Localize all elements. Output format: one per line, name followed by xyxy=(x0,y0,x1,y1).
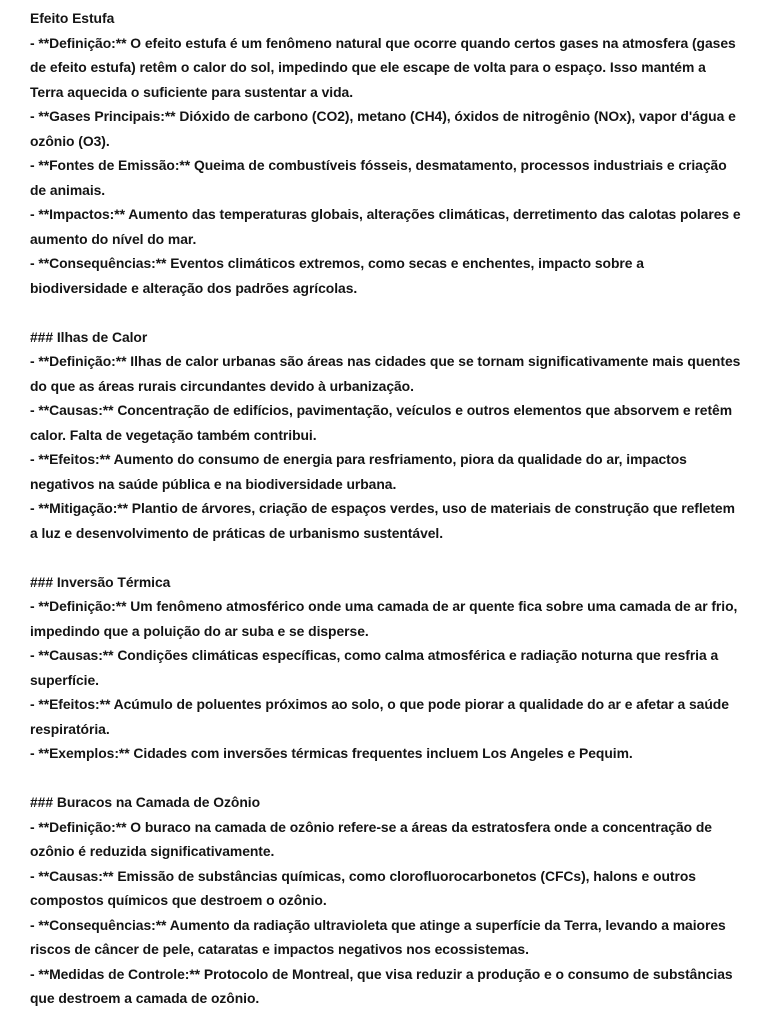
item-text: Aumento das temperaturas globais, alterações climáticas, derretimento das calotas polares e aumento do nível do mar. xyxy=(30,206,741,247)
item-label: - **Consequências:** xyxy=(30,255,167,271)
item-label: - **Causas:** xyxy=(30,867,114,884)
item-text: Protocolo de Montreal, que visa reduzir a produção e o consumo de substâncias que destroem a camada de ozônio. xyxy=(30,965,733,1006)
list-item xyxy=(30,398,742,447)
item-label: - **Consequências:** xyxy=(30,916,167,933)
section-heading: ### Buracos na Camada de Ozônio xyxy=(30,794,261,810)
list-item xyxy=(30,815,742,864)
item-text: Ilhas de calor urbanas são áreas nas cidades que se tornam significativamente mais quentes do que as áreas rurais circundantes devido à urbanização. xyxy=(30,353,741,394)
document-page xyxy=(30,6,742,1011)
item-label: - **Definição:** xyxy=(30,34,127,51)
item-text: Condições climáticas específicas, como calma atmosférica e radiação noturna que resfria a superfície. xyxy=(30,647,719,688)
item-label: - **Exemplos:** xyxy=(30,745,130,761)
item-text: Dióxido de carbono (CO2), metano (CH4), óxidos de nitrogênio (NOx), vapor d'água e ozônio (O3). xyxy=(30,108,736,149)
item-text: Cidades com inversões térmicas frequentes incluem Los Angeles e Pequim. xyxy=(129,745,633,761)
item-label: - **Mitigação:** xyxy=(30,500,128,516)
section-heading: Efeito Estufa xyxy=(30,10,115,26)
item-text: Um fenômeno atmosférico onde uma camada de ar quente fica sobre uma camada de ar frio, impedindo que a poluição do ar suba e se disperse. xyxy=(30,598,738,639)
item-label: - **Efeitos:** xyxy=(30,451,111,467)
list-item xyxy=(30,692,742,741)
item-text: Aumento da radiação ultravioleta que atinge a superfície da Terra, levando a maiores riscos de câncer de pele, cataratas e impactos negativos nos ecossistemas. xyxy=(30,916,726,957)
section-spacer xyxy=(30,545,742,570)
item-text: Plantio de árvores, criação de espaços verdes, uso de materiais de construção que refletem a luz e desenvolvimento de práticas de urbanismo sustentável. xyxy=(30,500,735,541)
list-item xyxy=(30,864,742,913)
list-item xyxy=(30,913,742,962)
item-label: - **Definição:** xyxy=(30,818,127,835)
list-item xyxy=(30,104,742,153)
item-text: Acúmulo de poluentes próximos ao solo, o que pode piorar a qualidade do ar e afetar a saúde respiratória. xyxy=(30,696,729,737)
item-text: Emissão de substâncias químicas, como clorofluorocarbonetos (CFCs), halons e outros compostos químicos que destroem o ozônio. xyxy=(30,867,696,908)
list-item xyxy=(30,31,742,105)
list-item xyxy=(30,962,742,1011)
item-label: - **Fontes de Emissão:** xyxy=(30,157,191,173)
item-label: - **Medidas de Controle:** xyxy=(30,965,201,982)
item-label: - **Impactos:** xyxy=(30,206,125,222)
list-item xyxy=(30,251,742,300)
section-spacer xyxy=(30,766,742,791)
item-text: Concentração de edifícios, pavimentação, veículos e outros elementos que absorvem e retêm calor. Falta de vegetação também contribui. xyxy=(30,402,732,443)
list-item xyxy=(30,202,742,251)
section-inversao-termica xyxy=(30,570,742,766)
section-spacer xyxy=(30,300,742,325)
list-item xyxy=(30,153,742,202)
item-label: - **Gases Principais:** xyxy=(30,108,176,124)
item-text: Eventos climáticos extremos, como secas e enchentes, impacto sobre a biodiversidade e alteração dos padrões agrícolas. xyxy=(30,255,644,296)
item-label: - **Efeitos:** xyxy=(30,696,111,712)
list-item xyxy=(30,643,742,692)
section-ilhas-de-calor xyxy=(30,325,742,546)
item-text: O efeito estufa é um fenômeno natural que ocorre quando certos gases na atmosfera (gases de efeito estufa) retêm o calor do sol, impedindo que ele escape de volta para o espaço. Isso mantém a Terra aquecida o suficiente para sustentar a vida. xyxy=(30,34,736,100)
item-text: Aumento do consumo de energia para resfriamento, piora da qualidade do ar, impactos negativos na saúde pública e na biodiversidade urbana. xyxy=(30,451,687,492)
item-label: - **Definição:** xyxy=(30,598,127,614)
list-item xyxy=(30,349,742,398)
list-item xyxy=(30,741,742,766)
item-text: O buraco na camada de ozônio refere-se a áreas da estratosfera onde a concentração de ozônio é reduzida significativamente. xyxy=(30,818,712,859)
item-label: - **Causas:** xyxy=(30,402,114,418)
list-item xyxy=(30,447,742,496)
list-item xyxy=(30,496,742,545)
item-label: - **Causas:** xyxy=(30,647,114,663)
section-heading: ### Ilhas de Calor xyxy=(30,328,148,345)
item-text: Queima de combustíveis fósseis, desmatamento, processos industriais e criação de animais. xyxy=(30,157,727,198)
section-efeito-estufa xyxy=(30,6,742,300)
item-label: - **Definição:** xyxy=(30,353,127,369)
section-heading: ### Inversão Térmica xyxy=(30,573,171,590)
list-item xyxy=(30,594,742,643)
section-buracos-ozonio xyxy=(30,790,742,1011)
